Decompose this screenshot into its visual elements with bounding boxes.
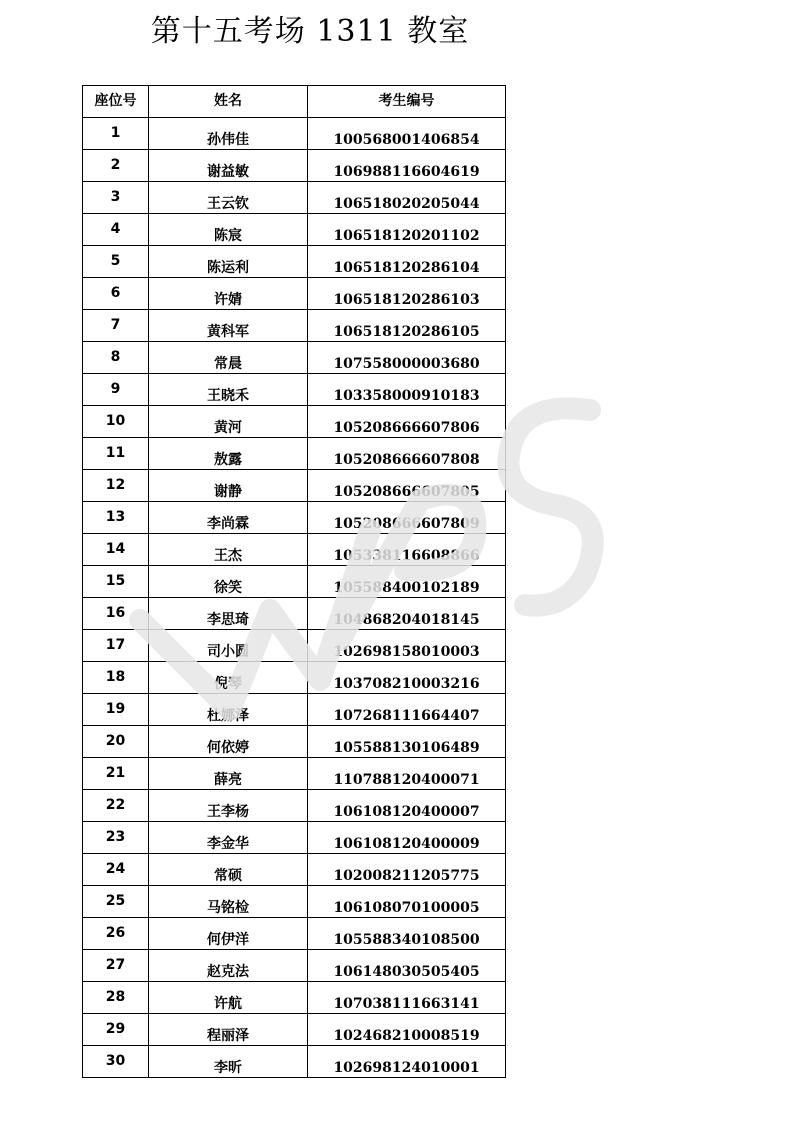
candidate-name-cell: 陈运利	[149, 246, 308, 278]
candidate-name-cell: 敖露	[149, 438, 308, 470]
table-row	[83, 470, 506, 502]
seat-number-cell: 29	[83, 1014, 149, 1046]
candidate-name-cell: 陈宸	[149, 214, 308, 246]
seat-number-cell: 30	[83, 1046, 149, 1078]
seat-number-cell: 21	[83, 758, 149, 790]
table-body	[83, 118, 506, 1078]
exam-id-cell: 106518120201102	[308, 214, 506, 246]
candidate-name-cell: 薛亮	[149, 758, 308, 790]
exam-id-cell: 106518120286105	[308, 310, 506, 342]
seat-number-cell: 22	[83, 790, 149, 822]
seat-number-cell: 18	[83, 662, 149, 694]
table-row	[83, 982, 506, 1014]
seat-number-cell: 14	[83, 534, 149, 566]
header-name: 姓名	[149, 86, 308, 118]
table-row	[83, 790, 506, 822]
exam-id-cell: 102008211205775	[308, 854, 506, 886]
candidate-name-cell: 常硕	[149, 854, 308, 886]
candidate-name-cell: 黄科军	[149, 310, 308, 342]
seat-number-cell: 7	[83, 310, 149, 342]
candidate-name-cell: 许航	[149, 982, 308, 1014]
table-row	[83, 150, 506, 182]
seat-number-cell: 13	[83, 502, 149, 534]
candidate-name-cell: 李金华	[149, 822, 308, 854]
exam-id-cell: 106108070100005	[308, 886, 506, 918]
exam-id-cell: 103358000910183	[308, 374, 506, 406]
seat-number-cell: 8	[83, 342, 149, 374]
candidate-name-cell: 马铭检	[149, 886, 308, 918]
exam-id-cell: 110788120400071	[308, 758, 506, 790]
exam-id-cell: 102698158010003	[308, 630, 506, 662]
exam-id-cell: 105588340108500	[308, 918, 506, 950]
seat-number-cell: 9	[83, 374, 149, 406]
seat-number-cell: 11	[83, 438, 149, 470]
table-row	[83, 246, 506, 278]
candidate-name-cell: 谢静	[149, 470, 308, 502]
candidate-name-cell: 许婧	[149, 278, 308, 310]
exam-id-cell: 107038111663141	[308, 982, 506, 1014]
candidate-name-cell: 王杰	[149, 534, 308, 566]
seat-number-cell: 3	[83, 182, 149, 214]
table-row	[83, 374, 506, 406]
candidate-name-cell: 徐笑	[149, 566, 308, 598]
candidate-name-cell: 程丽泽	[149, 1014, 308, 1046]
seat-number-cell: 19	[83, 694, 149, 726]
exam-id-cell: 103708210003216	[308, 662, 506, 694]
exam-id-cell: 106148030505405	[308, 950, 506, 982]
table-row	[83, 822, 506, 854]
candidate-name-cell: 王李杨	[149, 790, 308, 822]
exam-id-cell: 104868204018145	[308, 598, 506, 630]
table-row	[83, 118, 506, 150]
exam-id-cell: 102698124010001	[308, 1046, 506, 1078]
candidate-name-cell: 黄河	[149, 406, 308, 438]
table-row	[83, 534, 506, 566]
seat-number-cell: 2	[83, 150, 149, 182]
seat-number-cell: 28	[83, 982, 149, 1014]
table-row	[83, 566, 506, 598]
table-header-row	[83, 86, 506, 118]
table-row	[83, 182, 506, 214]
table-row	[83, 1046, 506, 1078]
table-row	[83, 630, 506, 662]
candidate-name-cell: 常晨	[149, 342, 308, 374]
table-row	[83, 918, 506, 950]
exam-id-cell: 106108120400007	[308, 790, 506, 822]
exam-id-cell: 107558000003680	[308, 342, 506, 374]
table-row	[83, 854, 506, 886]
seat-number-cell: 16	[83, 598, 149, 630]
table-row	[83, 598, 506, 630]
seat-number-cell: 27	[83, 950, 149, 982]
seat-number-cell: 1	[83, 118, 149, 150]
exam-id-cell: 105208666607805	[308, 470, 506, 502]
table-row	[83, 502, 506, 534]
exam-id-cell: 106518120286104	[308, 246, 506, 278]
candidate-name-cell: 孙伟佳	[149, 118, 308, 150]
candidate-name-cell: 何依婷	[149, 726, 308, 758]
candidate-name-cell: 倪琴	[149, 662, 308, 694]
table-row	[83, 310, 506, 342]
table-row	[83, 726, 506, 758]
table-row	[83, 1014, 506, 1046]
candidate-name-cell: 赵克法	[149, 950, 308, 982]
candidate-name-cell: 李尚霖	[149, 502, 308, 534]
seat-number-cell: 17	[83, 630, 149, 662]
table-row	[83, 694, 506, 726]
seat-number-cell: 26	[83, 918, 149, 950]
table-row	[83, 214, 506, 246]
candidate-name-cell: 王晓禾	[149, 374, 308, 406]
candidate-name-cell: 李思琦	[149, 598, 308, 630]
exam-id-cell: 105208666607809	[308, 502, 506, 534]
exam-id-cell: 106108120400009	[308, 822, 506, 854]
table-row	[83, 438, 506, 470]
exam-id-cell: 107268111664407	[308, 694, 506, 726]
exam-id-cell: 100568001406854	[308, 118, 506, 150]
table-row	[83, 886, 506, 918]
candidate-name-cell: 王云钦	[149, 182, 308, 214]
table-row	[83, 950, 506, 982]
exam-id-cell: 106518120286103	[308, 278, 506, 310]
seat-number-cell: 23	[83, 822, 149, 854]
page-title: 第十五考场 1311 教室	[150, 14, 470, 49]
table-row	[83, 342, 506, 374]
table-row	[83, 406, 506, 438]
exam-id-cell: 105588130106489	[308, 726, 506, 758]
candidate-name-cell: 谢益敏	[149, 150, 308, 182]
seat-table	[82, 85, 506, 1078]
header-seat-number: 座位号	[83, 86, 149, 118]
seat-number-cell: 25	[83, 886, 149, 918]
seat-number-cell: 4	[83, 214, 149, 246]
seat-number-cell: 6	[83, 278, 149, 310]
exam-id-cell: 106988116604619	[308, 150, 506, 182]
exam-id-cell: 102468210008519	[308, 1014, 506, 1046]
seat-number-cell: 5	[83, 246, 149, 278]
candidate-name-cell: 杜娜泽	[149, 694, 308, 726]
table-row	[83, 278, 506, 310]
table-row	[83, 662, 506, 694]
header-exam-id: 考生编号	[308, 86, 506, 118]
exam-id-cell: 105338116608866	[308, 534, 506, 566]
table-row	[83, 758, 506, 790]
candidate-name-cell: 何伊洋	[149, 918, 308, 950]
seat-number-cell: 12	[83, 470, 149, 502]
seat-number-cell: 24	[83, 854, 149, 886]
seat-number-cell: 20	[83, 726, 149, 758]
candidate-name-cell: 司小圆	[149, 630, 308, 662]
candidate-name-cell: 李昕	[149, 1046, 308, 1078]
seat-number-cell: 15	[83, 566, 149, 598]
exam-id-cell: 106518020205044	[308, 182, 506, 214]
exam-id-cell: 105208666607806	[308, 406, 506, 438]
seat-number-cell: 10	[83, 406, 149, 438]
exam-id-cell: 105208666607808	[308, 438, 506, 470]
exam-id-cell: 105588400102189	[308, 566, 506, 598]
